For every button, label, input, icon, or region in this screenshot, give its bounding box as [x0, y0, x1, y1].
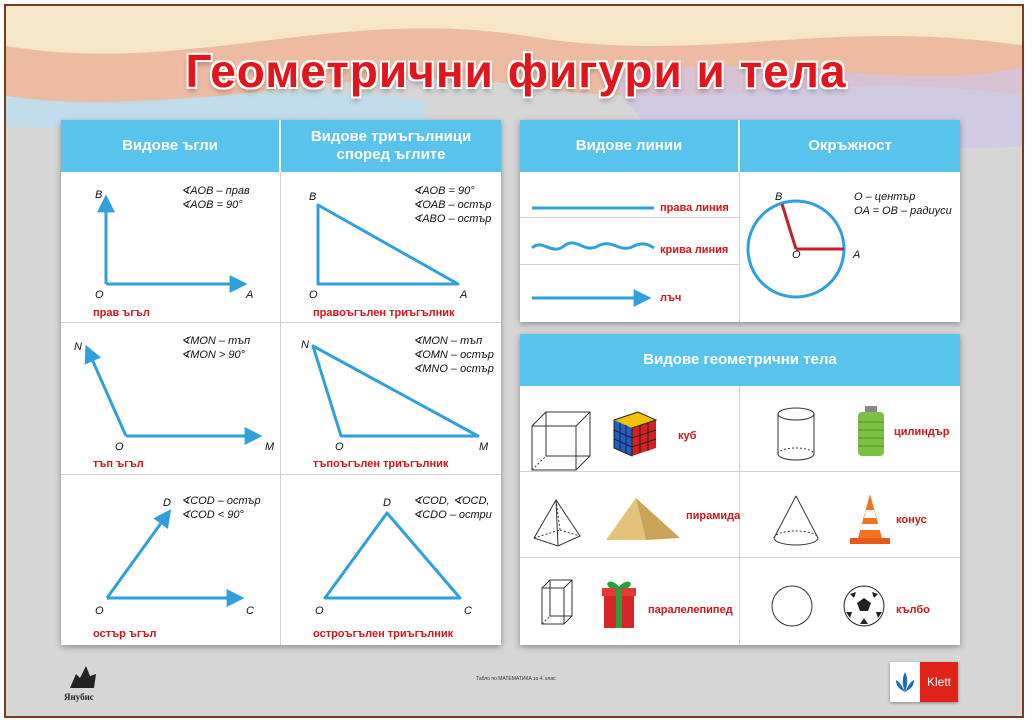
- label-m: M: [479, 441, 489, 453]
- sphere-wireframe-icon: [772, 586, 812, 626]
- label-n: N: [74, 341, 82, 353]
- ray-on: [87, 348, 126, 436]
- ray-od: [107, 512, 169, 598]
- label-a: A: [460, 289, 468, 301]
- caption-obtuse-angle: тъп ъгъл: [93, 458, 144, 470]
- traffic-cone-icon: [850, 494, 890, 544]
- publisher-logo: [62, 660, 106, 704]
- label-a: A: [853, 249, 861, 261]
- battery-icon: [858, 406, 884, 456]
- label-b: B: [95, 189, 103, 201]
- acute-triangle-notes: ∢COD, ∢OCD, ∢CDO – остри: [413, 495, 492, 521]
- jackal-logo-icon: [62, 660, 106, 704]
- solids-drawings: [520, 334, 960, 645]
- solids-panel: [520, 334, 960, 645]
- label-o: O: [792, 249, 801, 261]
- cube-wireframe-icon: [532, 412, 590, 470]
- footer-center-text: Табло по МАТЕМАТИКА за 4. клас: [476, 676, 556, 682]
- label-a: A: [246, 289, 254, 301]
- caption-cylinder: цилиндър: [894, 426, 950, 438]
- label-o: O: [335, 441, 344, 453]
- cylinder-wireframe-icon: [778, 408, 814, 460]
- klett-logo: [890, 662, 958, 702]
- header-angle-types: Видове ъгли: [61, 120, 279, 172]
- caption-ray: лъч: [660, 292, 682, 304]
- page-title: Геометрични фигури и тела: [185, 45, 847, 97]
- obtuse-angle-notes: ∢MON – тъп ∢MON > 90°: [181, 335, 251, 361]
- label-o: O: [95, 605, 104, 617]
- right-angle-notes: ∢AOB – прав ∢AOB = 90°: [181, 185, 250, 211]
- caption-acute-angle: остър ъгъл: [93, 628, 157, 640]
- klett-wordmark: Klett: [920, 662, 958, 702]
- label-d: D: [163, 497, 171, 509]
- label-b: B: [309, 191, 317, 203]
- label-c: C: [246, 605, 254, 617]
- label-o: O: [309, 289, 318, 301]
- label-m: M: [265, 441, 275, 453]
- prism-wireframe-icon: [542, 580, 572, 624]
- acute-angle-notes: ∢COD – остър ∢COD < 90°: [181, 495, 261, 521]
- caption-right-angle: прав ъгъл: [93, 307, 150, 319]
- lines-circle-panel: [520, 120, 960, 322]
- poster-frame: [4, 4, 1024, 718]
- label-o: O: [115, 441, 124, 453]
- right-triangle-notes: ∢AOB = 90° ∢OAB – остър ∢ABO – остър: [413, 185, 492, 225]
- pyramid-wireframe-icon: [534, 500, 580, 546]
- caption-curved-line: крива линия: [660, 244, 729, 256]
- caption-obtuse-triangle: тъпоъгълен триъгълник: [313, 458, 449, 470]
- label-c: C: [464, 605, 472, 617]
- caption-straight-line: права линия: [660, 202, 729, 214]
- label-b: B: [775, 191, 783, 203]
- caption-pyramid: пирамида: [686, 510, 741, 522]
- header-line-types: Видове линии: [520, 120, 738, 172]
- angles-triangles-panel: [61, 120, 501, 645]
- sand-pyramid-icon: [606, 498, 680, 540]
- caption-cone: конус: [896, 514, 927, 526]
- caption-right-triangle: правоъгълен триъгълник: [313, 307, 455, 319]
- label-o: O: [95, 289, 104, 301]
- circle-notes: O – център OA = OB – радиуси: [854, 191, 952, 217]
- caption-cube: куб: [678, 430, 697, 442]
- header-triangle-types: Видове триъгълници според ъглите: [281, 120, 501, 172]
- caption-sphere: кълбо: [896, 604, 930, 616]
- lines-circle-drawings: [520, 120, 960, 322]
- label-d: D: [383, 497, 391, 509]
- rubik-cube-icon: [614, 412, 656, 456]
- fleur-icon: [890, 662, 920, 702]
- cone-wireframe-icon: [774, 496, 818, 545]
- caption-acute-triangle: остроъгълен триъгълник: [313, 628, 454, 640]
- curved-line: [532, 243, 654, 249]
- label-n: N: [301, 339, 309, 351]
- soccer-ball-icon: [844, 586, 884, 626]
- caption-prism: паралелепипед: [648, 604, 733, 616]
- obtuse-triangle-notes: ∢MON – тъп ∢OMN – остър ∢MNO – остър: [413, 335, 494, 375]
- gift-box-icon: [602, 583, 636, 628]
- header-solid-types: Видове геометрични тела: [520, 334, 960, 386]
- header-circle: Окръжност: [740, 120, 960, 172]
- radius-ob: [782, 204, 796, 249]
- svg-text:Янубис: Янубис: [64, 692, 94, 702]
- label-o: O: [315, 605, 324, 617]
